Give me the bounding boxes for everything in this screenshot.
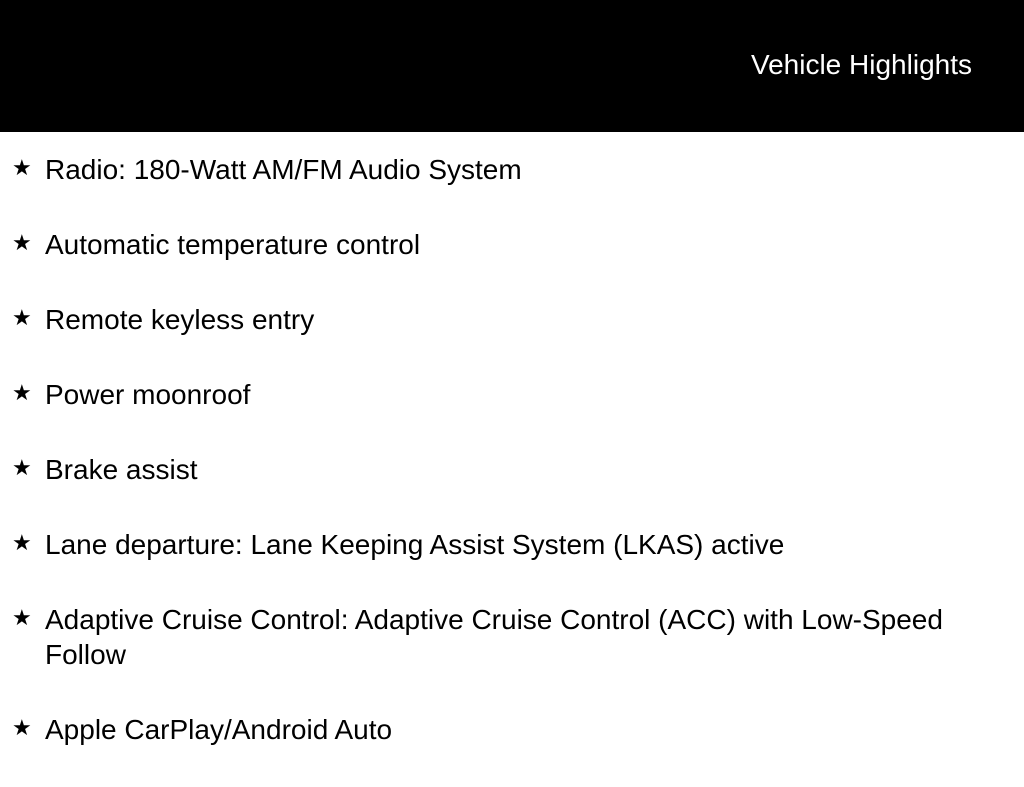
highlight-label: Power moonroof: [45, 379, 251, 410]
highlights-list: [0, 152, 1024, 787]
page-header: [0, 0, 1024, 132]
list-item: [0, 712, 1024, 747]
star-icon: ★: [12, 305, 32, 330]
list-item: [0, 452, 1024, 487]
star-icon: ★: [12, 380, 32, 405]
list-item: [0, 377, 1024, 412]
list-item: [0, 152, 1024, 187]
list-item: [0, 227, 1024, 262]
list-item: [0, 302, 1024, 337]
star-icon: ★: [12, 715, 32, 740]
star-icon: ★: [12, 530, 32, 555]
highlight-label: Lane departure: Lane Keeping Assist System (LKAS) active: [45, 529, 785, 560]
list-item: [0, 527, 1024, 562]
list-item: [0, 602, 1024, 672]
star-icon: ★: [12, 605, 32, 630]
highlight-label: Brake assist: [45, 454, 198, 485]
highlight-label: Automatic temperature control: [45, 229, 421, 260]
star-icon: ★: [12, 155, 32, 180]
star-icon: ★: [12, 230, 32, 255]
highlight-label: Remote keyless entry: [45, 304, 315, 335]
highlight-label: Adaptive Cruise Control: Adaptive Cruise Control (ACC) with Low-Speed Follow: [45, 604, 943, 670]
highlight-label: Apple CarPlay/Android Auto: [45, 714, 393, 745]
page-title: Vehicle Highlights: [750, 49, 972, 80]
star-icon: ★: [12, 455, 32, 480]
highlight-label: Radio: 180-Watt AM/FM Audio System: [45, 154, 522, 185]
